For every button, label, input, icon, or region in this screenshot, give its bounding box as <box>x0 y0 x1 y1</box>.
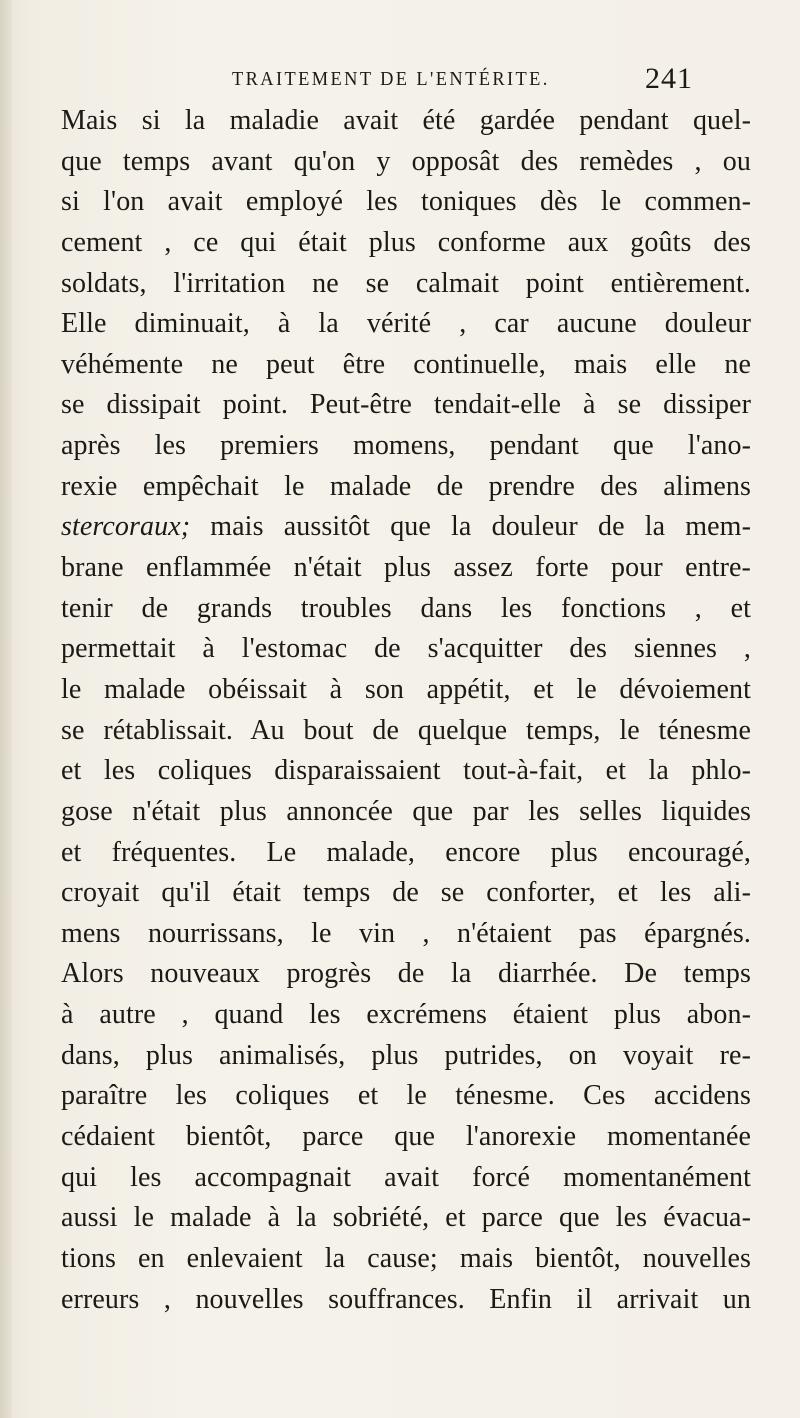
text-line: aussi le malade à la sobriété, et parce que les évacua- <box>61 1202 751 1234</box>
text-line: paraître les coliques et le ténesme. Ces accidens <box>61 1080 751 1112</box>
text-line: rexie empêchait le malade de prendre des alimens <box>61 470 751 502</box>
running-head-title: TRAITEMENT DE L'ENTÉRITE. <box>232 68 550 90</box>
text-line: le malade obéissait à son appétit, et le dévoiement <box>61 673 751 705</box>
text-line: brane enflammée n'était plus assez forte pour entre- <box>61 552 751 584</box>
text-line: permettait à l'estomac de s'acquitter des siennes , <box>61 633 751 665</box>
text-line: tions en enlevaient la cause; mais bientôt, nouvelles <box>61 1242 751 1274</box>
text-line: après les premiers momens, pendant que l'ano- <box>61 430 751 462</box>
text-line: et les coliques disparaissaient tout-à-fait, et la phlo- <box>61 755 751 787</box>
text-line: cédaient bientôt, parce que l'anorexie momentanée <box>61 1121 751 1153</box>
page-binding-edge <box>0 0 12 1418</box>
text-line: se dissipait point. Peut-être tendait-elle à se dissiper <box>61 389 751 421</box>
italic-term: stercoraux; <box>61 511 191 543</box>
text-line: mens nourrissans, le vin , n'étaient pas épargnés. <box>61 917 751 949</box>
text-line: qui les accompagnait avait forcé momentanément <box>61 1161 751 1193</box>
text-line: Elle diminuait, à la vérité , car aucune douleur <box>61 308 751 340</box>
text-line: que temps avant qu'on y opposât des remèdes , ou <box>61 145 751 177</box>
page-number: 241 <box>645 62 693 95</box>
text-line: cement , ce qui était plus conforme aux goûts des <box>61 226 751 258</box>
running-head <box>0 62 800 102</box>
text-line: croyait qu'il était temps de se conforter, et les ali- <box>61 877 751 909</box>
text-line: erreurs , nouvelles souffrances. Enfin il arrivait un <box>61 1283 751 1315</box>
text-line: à autre , quand les excrémens étaient plus abon- <box>61 999 751 1031</box>
text-line: tenir de grands troubles dans les fonctions , et <box>61 592 751 624</box>
text-line: dans, plus animalisés, plus putrides, on voyait re- <box>61 1039 751 1071</box>
text-line: se rétablissait. Au bout de quelque temps, le ténesme <box>61 714 751 746</box>
text-line: soldats, l'irritation ne se calmait point entièrement. <box>61 267 751 299</box>
text-line: Alors nouveaux progrès de la diarrhée. De temps <box>61 958 751 990</box>
text-line: véhémente ne peut être continuelle, mais elle ne <box>61 348 751 380</box>
body-text <box>61 101 751 1320</box>
text-line: et fréquentes. Le malade, encore plus encouragé, <box>61 836 751 868</box>
text-line: si l'on avait employé les toniques dès le commen- <box>61 186 751 218</box>
text-line-rest: mais aussitôt que la douleur de la mem- <box>190 511 751 543</box>
text-line: Mais si la maladie avait été gardée pendant quel- <box>61 105 751 136</box>
text-line: gose n'était plus annoncée que par les selles liquides <box>61 795 751 827</box>
text-line-with-italic <box>61 507 751 548</box>
